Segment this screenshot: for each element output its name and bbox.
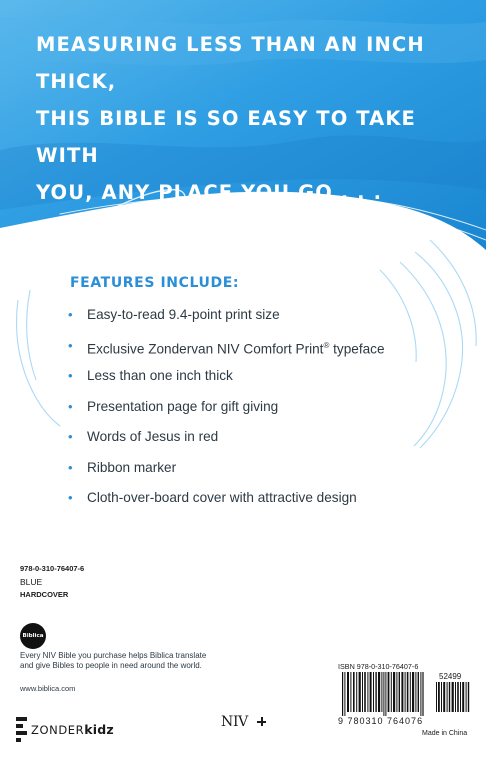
bullet-icon: • [68,459,73,475]
feature-item: • Ribbon marker [68,459,177,475]
barcode-digits: 9 780310 764076 [338,716,424,726]
bullet-icon: • [68,398,73,414]
niv-wordmark: NIV [221,714,248,730]
zonder-wordmark: ZONDER [31,723,85,737]
zonderkidz-mark-icon [16,717,27,743]
barcode-isbn: ISBN 978-0-310-76407-6 [338,662,419,671]
barcode [338,660,478,745]
biblica-logo: Biblica [20,623,46,649]
niv-logo [221,714,281,736]
biblica-note: Every NIV Bible you purchase helps Biblica translate and give Bibles to people in need around the world. [20,651,207,670]
feature-item: • Words of Jesus in red [68,429,219,444]
bullet-icon: • [68,490,73,505]
feature-item: • Exclusive Zondervan NIV Comfort Print® typeface [68,337,385,357]
headline: MEASURING LESS THAN AN INCH THICK, THIS BIBLE IS SO EASY TO TAKE WITH YOU, ANY PLACE YOU GO . . . SCHOOL, CHURCH, WHEREVER. [36,33,425,278]
barcode-graphic [338,660,478,720]
biblica-url: www.biblica.com [20,684,76,693]
feature-item: • Cloth-over-board cover with attractive design [68,490,357,505]
feature-item: • Presentation page for gift giving [68,398,279,414]
bullet-icon: • [68,429,73,444]
feature-item: • Less than one inch thick [68,368,233,383]
registered-mark: ® [323,340,330,350]
isbn-code: 978-0-310-76407-6 [20,564,85,573]
made-in-label: Made in China [422,730,468,737]
bullet-icon: • [68,337,73,353]
niv-plus-icon [257,717,266,726]
zonderkidz-logo [16,717,136,743]
features-title: FEATURES INCLUDE: [70,275,240,291]
product-info [20,563,84,601]
bullet-icon: • [68,368,73,383]
features-list [62,306,385,520]
product-format: HARDCOVER [20,590,69,599]
bullet-icon: • [68,307,73,322]
kidz-wordmark: kidz [84,722,114,737]
feature-item: • Easy-to-read 9.4-point print size [68,307,280,322]
product-color: BLUE [20,577,43,587]
price-code: 52499 [439,672,462,681]
